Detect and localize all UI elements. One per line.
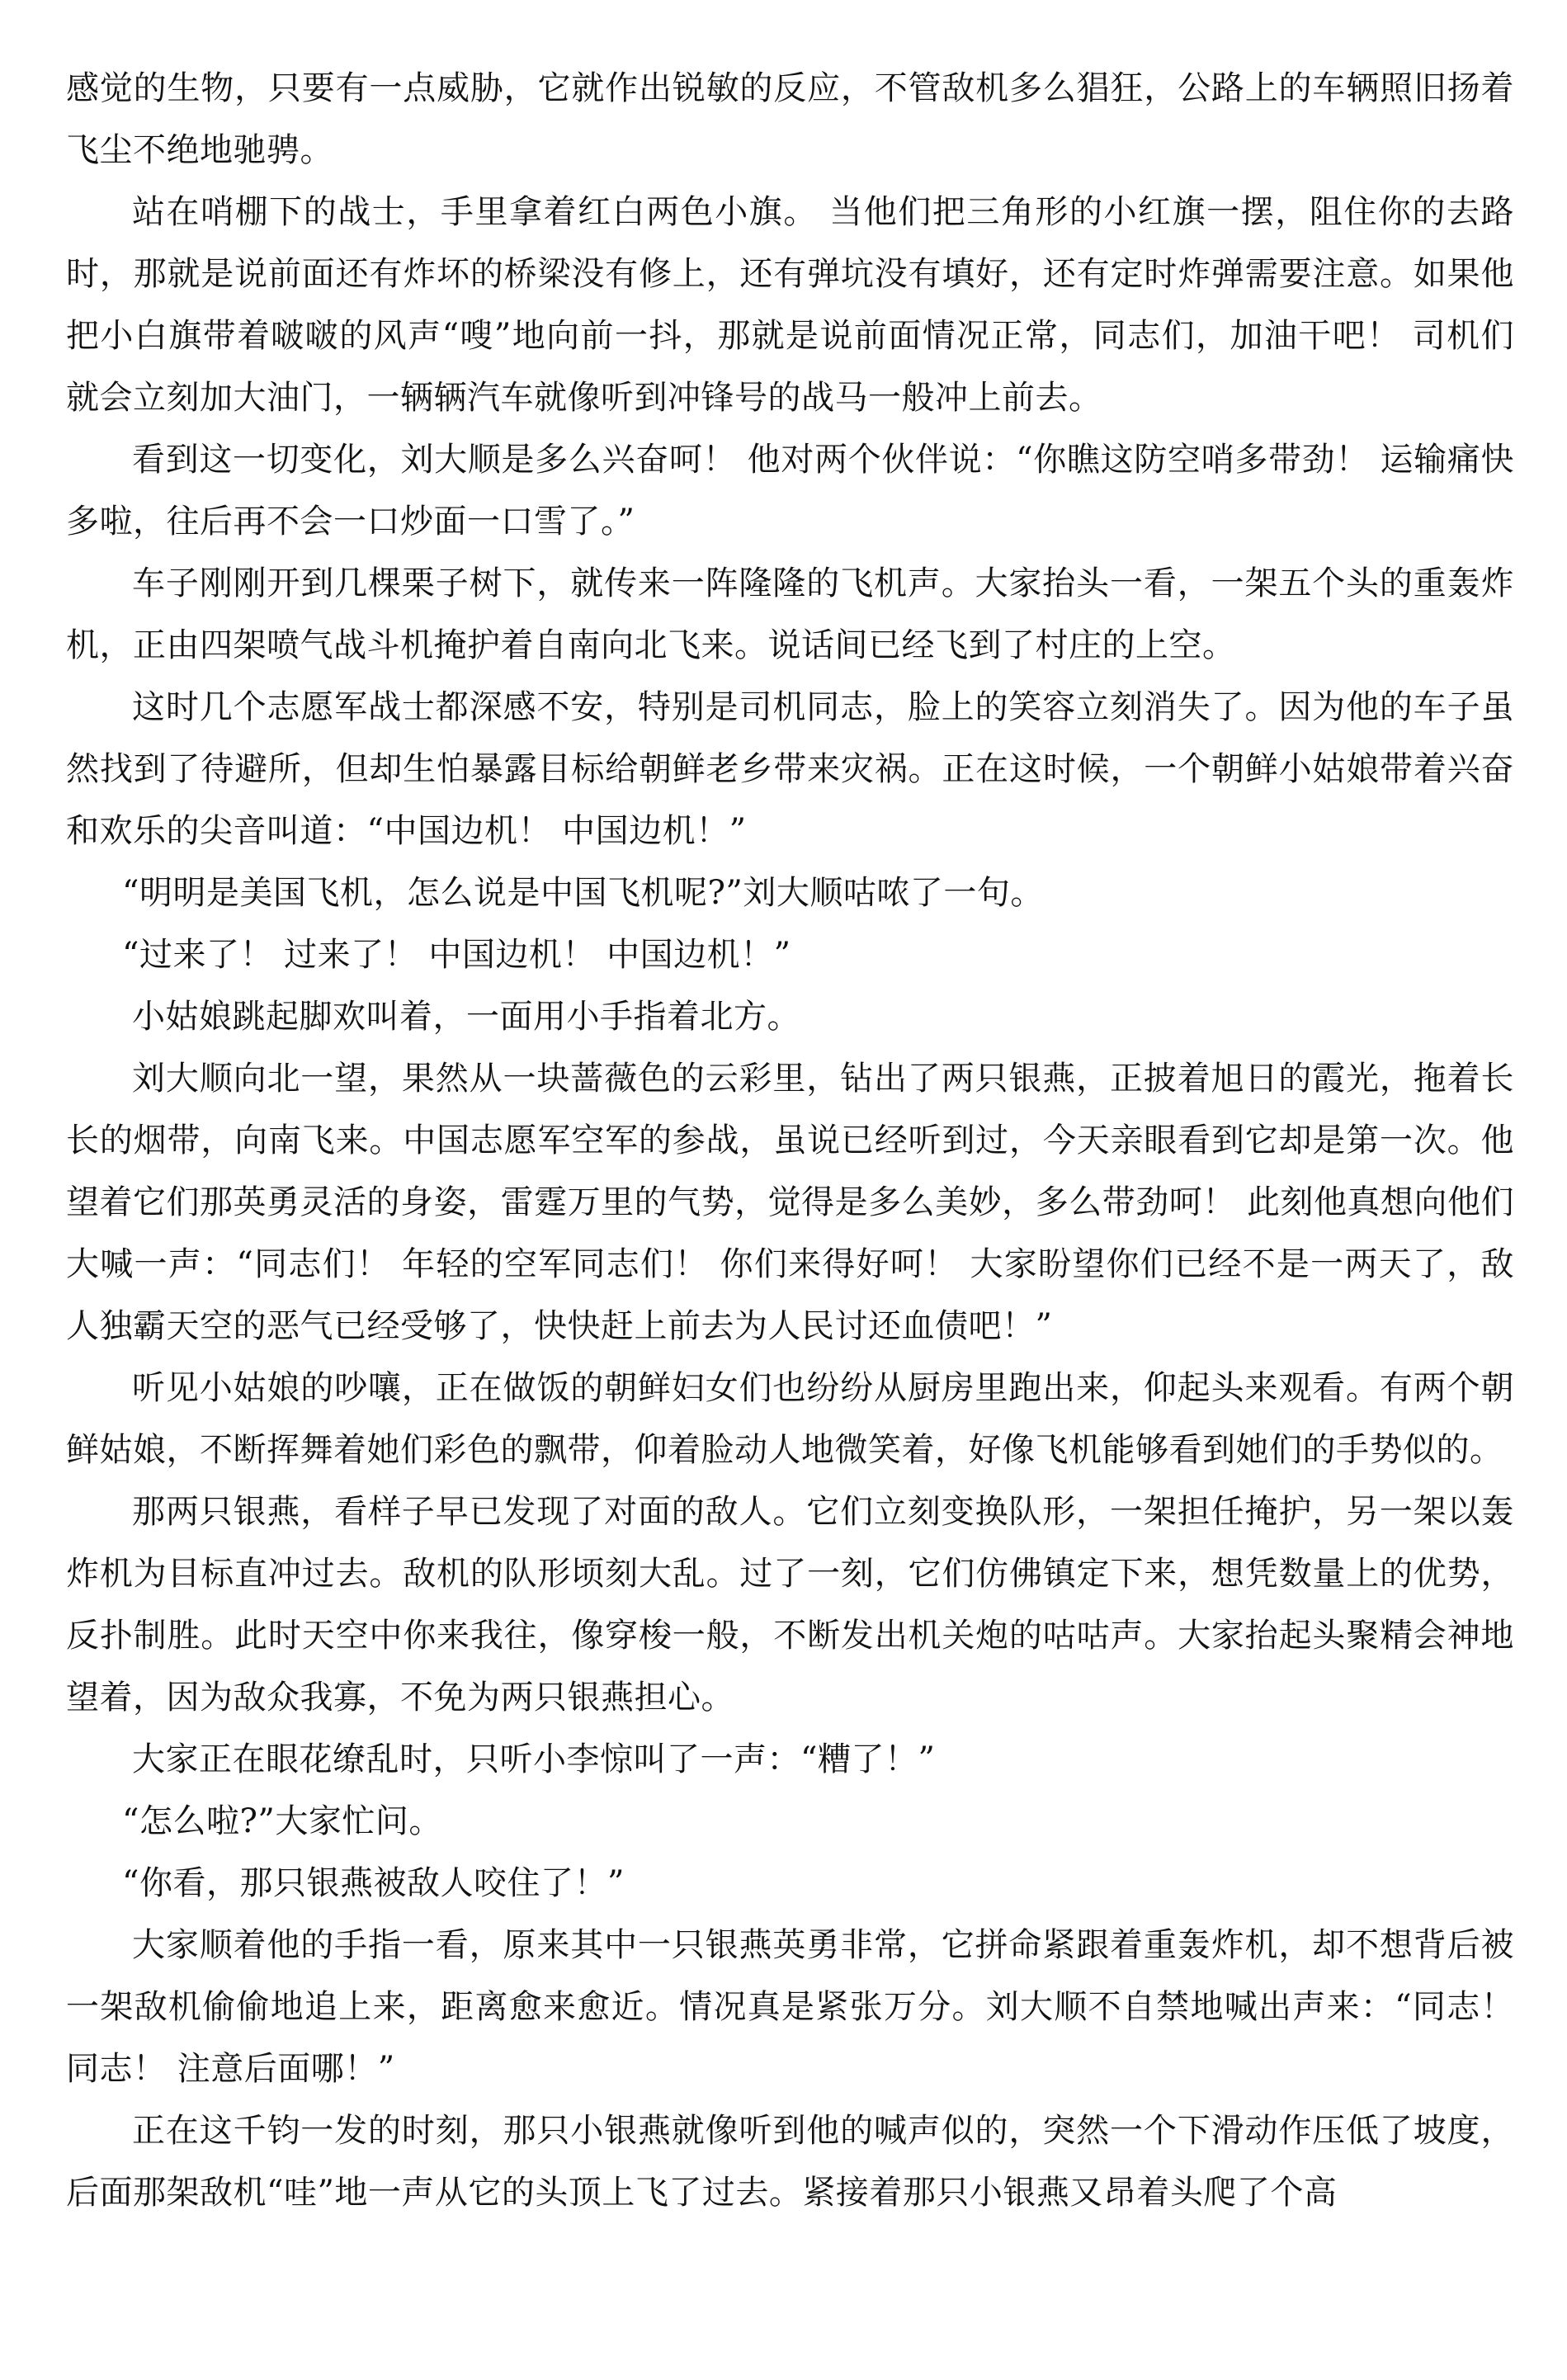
- document-page: [66, 58, 1514, 2224]
- paragraph-14: “你看，那只银燕被敌人咬住了！”: [122, 1864, 625, 1902]
- paragraph-10: 听见小姑娘的吵嚷，正在做饭的朝鲜妇女们也纷纷从厨房里跑出来，仰起头来观看。有两个朝鲜姑娘，不断挥舞着她们彩色的飘带，仰着脸动人地微笑着，好像飞机能够看到她们的手势似的。: [66, 1369, 1514, 1469]
- paragraph-15: 大家顺着他的手指一看，原来其中一只银燕英勇非常，它拼命紧跟着重轰炸机，却不想背后被一架敌机偷偷地追上来，距离愈来愈近。情况真是紧张万分。刘大顺不自禁地喊出声来：“同志！ 同志！ 注意后面哪！”: [66, 1926, 1514, 2088]
- paragraph-9: 刘大顺向北一望，果然从一块蔷薇色的云彩里，钻出了两只银燕，正披着旭日的霞光，拖着长长的烟带，向南飞来。中国志愿军空军的参战，虽说已经听到过，今天亲眼看到它却是第一次。他望着它们那英勇灵活的身姿，雷霆万里的气势，觉得是多么美妙，多么带劲呵！ 此刻他真想向他们大喊一声：“同志们！ 年轻的空军同志们！ 你们来得好呵！ 大家盼望你们已经不是一两天了，敌人独霸天空的恶气已经受够了，快快赶上前去为人民讨还血债吧！”: [66, 1060, 1514, 1345]
- paragraph-2: 站在哨棚下的战士，手里拿着红白两色小旗。 当他们把三角形的小红旗一摆，阻住你的去路时，那就是说前面还有炸坏的桥梁没有修上，还有弹坑没有填好，还有定时炸弹需要注意。如果他把小白旗带着啵啵的风声“嗖”地向前一抖，那就是说前面情况正常，同志们，加油干吧！ 司机们就会立刻加大油门，一辆辆汽车就像听到冲锋号的战马一般冲上前去。: [66, 193, 1514, 417]
- paragraph-3: 看到这一切变化，刘大顺是多么兴奋呵！ 他对两个伙伴说：“你瞧这防空哨多带劲！ 运输痛快多啦，往后再不会一口炒面一口雪了。”: [66, 441, 1514, 541]
- paragraph-1: 感觉的生物，只要有一点威胁，它就作出锐敏的反应，不管敌机多么猖狂，公路上的车辆照旧扬着飞尘不绝地驰骋。: [66, 69, 1514, 169]
- paragraph-6: “明明是美国飞机，怎么说是中国飞机呢?”刘大顺咕哝了一句。: [122, 874, 1044, 912]
- paragraph-4: 车子刚刚开到几棵栗子树下，就传来一阵隆隆的飞机声。大家抬头一看，一架五个头的重轰炸机，正由四架喷气战斗机掩护着自南向北飞来。说话间已经飞到了村庄的上空。: [66, 564, 1514, 664]
- paragraph-7: “过来了！ 过来了！ 中国边机！ 中国边机！”: [122, 936, 791, 974]
- paragraph-12: 大家正在眼花缭乱时，只听小李惊叫了一声：“糟了！”: [132, 1740, 936, 1778]
- paragraph-13: “怎么啦?”大家忙问。: [122, 1802, 442, 1840]
- paragraph-5: 这时几个志愿军战士都深感不安，特别是司机同志，脸上的笑容立刻消失了。因为他的车子虽然找到了待避所，但却生怕暴露目标给朝鲜老乡带来灾祸。正在这时候，一个朝鲜小姑娘带着兴奋和欢乐的尖音叫道：“中国边机！ 中国边机！”: [66, 688, 1514, 850]
- paragraph-8: 小姑娘跳起脚欢叫着，一面用小手指着北方。: [132, 998, 800, 1036]
- paragraph-11: 那两只银燕，看样子早已发现了对面的敌人。它们立刻变换队形，一架担任掩护，另一架以轰炸机为目标直冲过去。敌机的队形顷刻大乱。过了一刻，它们仿佛镇定下来，想凭数量上的优势，反扑制胜。此时天空中你来我往，像穿梭一般，不断发出机关炮的咕咕声。大家抬起头聚精会神地望着，因为敌众我寡，不免为两只银燕担心。: [66, 1493, 1514, 1717]
- paragraph-16: 正在这千钧一发的时刻，那只小银燕就像听到他的喊声似的，突然一个下滑动作压低了坡度，后面那架敌机“哇”地一声从它的头顶上飞了过去。紧接着那只小银燕又昂着头爬了个高: [66, 2112, 1514, 2212]
